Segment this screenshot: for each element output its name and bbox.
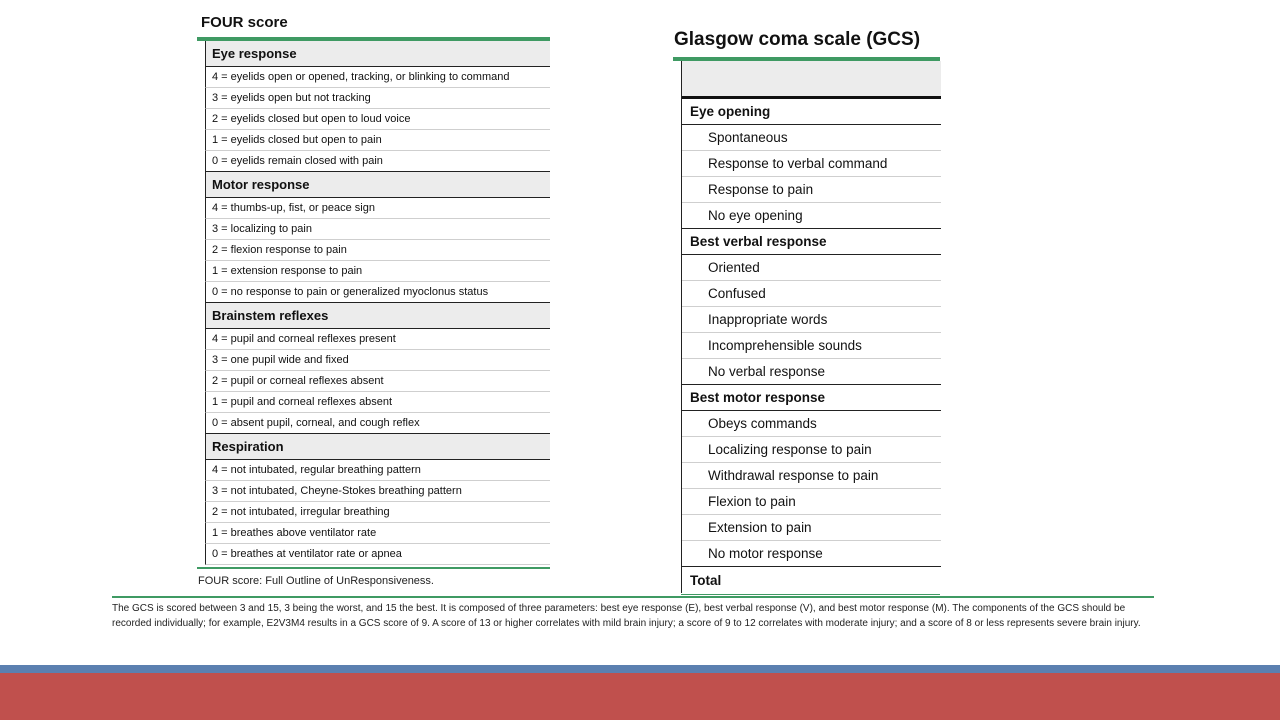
four-score-row: 2 = eyelids closed but open to loud voice bbox=[205, 109, 550, 130]
gcs-row: Localizing response to pain bbox=[682, 437, 941, 463]
four-score-row: 4 = thumbs-up, fist, or peace sign bbox=[205, 198, 550, 219]
four-section-heading: Motor response bbox=[205, 172, 550, 198]
gcs-row: No verbal response bbox=[682, 359, 941, 385]
gcs-row: Oriented bbox=[682, 255, 941, 281]
four-score-caption: FOUR score: Full Outline of UnResponsiveness. bbox=[198, 575, 434, 587]
four-score-table bbox=[197, 37, 550, 565]
gcs-row: Incomprehensible sounds bbox=[682, 333, 941, 359]
gcs-row: No motor response bbox=[682, 541, 941, 567]
four-score-title: FOUR score bbox=[201, 14, 288, 31]
four-score-row: 3 = localizing to pain bbox=[205, 219, 550, 240]
four-score-bottom-rule bbox=[197, 567, 550, 569]
gcs-row: Extension to pain bbox=[682, 515, 941, 541]
four-score-row: 0 = absent pupil, corneal, and cough reflex bbox=[205, 413, 550, 434]
four-score-row: 3 = one pupil wide and fixed bbox=[205, 350, 550, 371]
four-score-row: 3 = not intubated, Cheyne-Stokes breathing pattern bbox=[205, 481, 550, 502]
gcs-row: Response to pain bbox=[682, 177, 941, 203]
four-score-row: 1 = eyelids closed but open to pain bbox=[205, 130, 550, 151]
gcs-note: The GCS is scored between 3 and 15, 3 being the worst, and 15 the best. It is composed of three parameters: best eye response (E), best verbal response (V), and best motor response (M). The components of the GCS should be recorded individually; for example, E2V3M4 results in a GCS score of 9. A score of 13 or higher correlates with mild brain injury; a score of 9 to 12 correlates with moderate injury; and a score of 8 or less represents severe brain injury. bbox=[112, 603, 1141, 629]
four-score-row: 4 = eyelids open or opened, tracking, or blinking to command bbox=[205, 67, 550, 88]
footer-blue-bar bbox=[0, 665, 1280, 673]
gcs-section-heading: Eye opening bbox=[682, 99, 941, 125]
four-score-row: 0 = eyelids remain closed with pain bbox=[205, 151, 550, 172]
gcs-row: Confused bbox=[682, 281, 941, 307]
gcs-title: Glasgow coma scale (GCS) bbox=[674, 29, 921, 50]
note-rule bbox=[112, 596, 1154, 598]
four-score-row: 2 = not intubated, irregular breathing bbox=[205, 502, 550, 523]
four-score-row: 0 = breathes at ventilator rate or apnea bbox=[205, 544, 550, 565]
gcs-row: Obeys commands bbox=[682, 411, 941, 437]
four-section-heading: Respiration bbox=[205, 434, 550, 460]
gcs-section-heading: Best motor response bbox=[682, 385, 941, 411]
gcs-header-blank bbox=[682, 61, 941, 99]
gcs-row: Spontaneous bbox=[682, 125, 941, 151]
four-score-row: 2 = flexion response to pain bbox=[205, 240, 550, 261]
four-score-row: 2 = pupil or corneal reflexes absent bbox=[205, 371, 550, 392]
four-score-row: 3 = eyelids open but not tracking bbox=[205, 88, 550, 109]
gcs-section-heading: Best verbal response bbox=[682, 229, 941, 255]
gcs-row: Response to verbal command bbox=[682, 151, 941, 177]
four-score-row: 0 = no response to pain or generalized myoclonus status bbox=[205, 282, 550, 303]
four-section-heading: Eye response bbox=[205, 41, 550, 67]
four-section-heading: Brainstem reflexes bbox=[205, 303, 550, 329]
gcs-row: No eye opening bbox=[682, 203, 941, 229]
footer-red-bar bbox=[0, 673, 1280, 720]
gcs-total-label: Total bbox=[690, 572, 722, 588]
gcs-row: Withdrawal response to pain bbox=[682, 463, 941, 489]
gcs-table bbox=[681, 61, 941, 593]
four-score-row: 4 = not intubated, regular breathing pattern bbox=[205, 460, 550, 481]
four-score-row: 1 = extension response to pain bbox=[205, 261, 550, 282]
four-score-row: 4 = pupil and corneal reflexes present bbox=[205, 329, 550, 350]
gcs-row: Flexion to pain bbox=[682, 489, 941, 515]
gcs-row: Inappropriate words bbox=[682, 307, 941, 333]
four-score-row: 1 = breathes above ventilator rate bbox=[205, 523, 550, 544]
gcs-bottom-rule bbox=[681, 594, 940, 595]
four-score-row: 1 = pupil and corneal reflexes absent bbox=[205, 392, 550, 413]
